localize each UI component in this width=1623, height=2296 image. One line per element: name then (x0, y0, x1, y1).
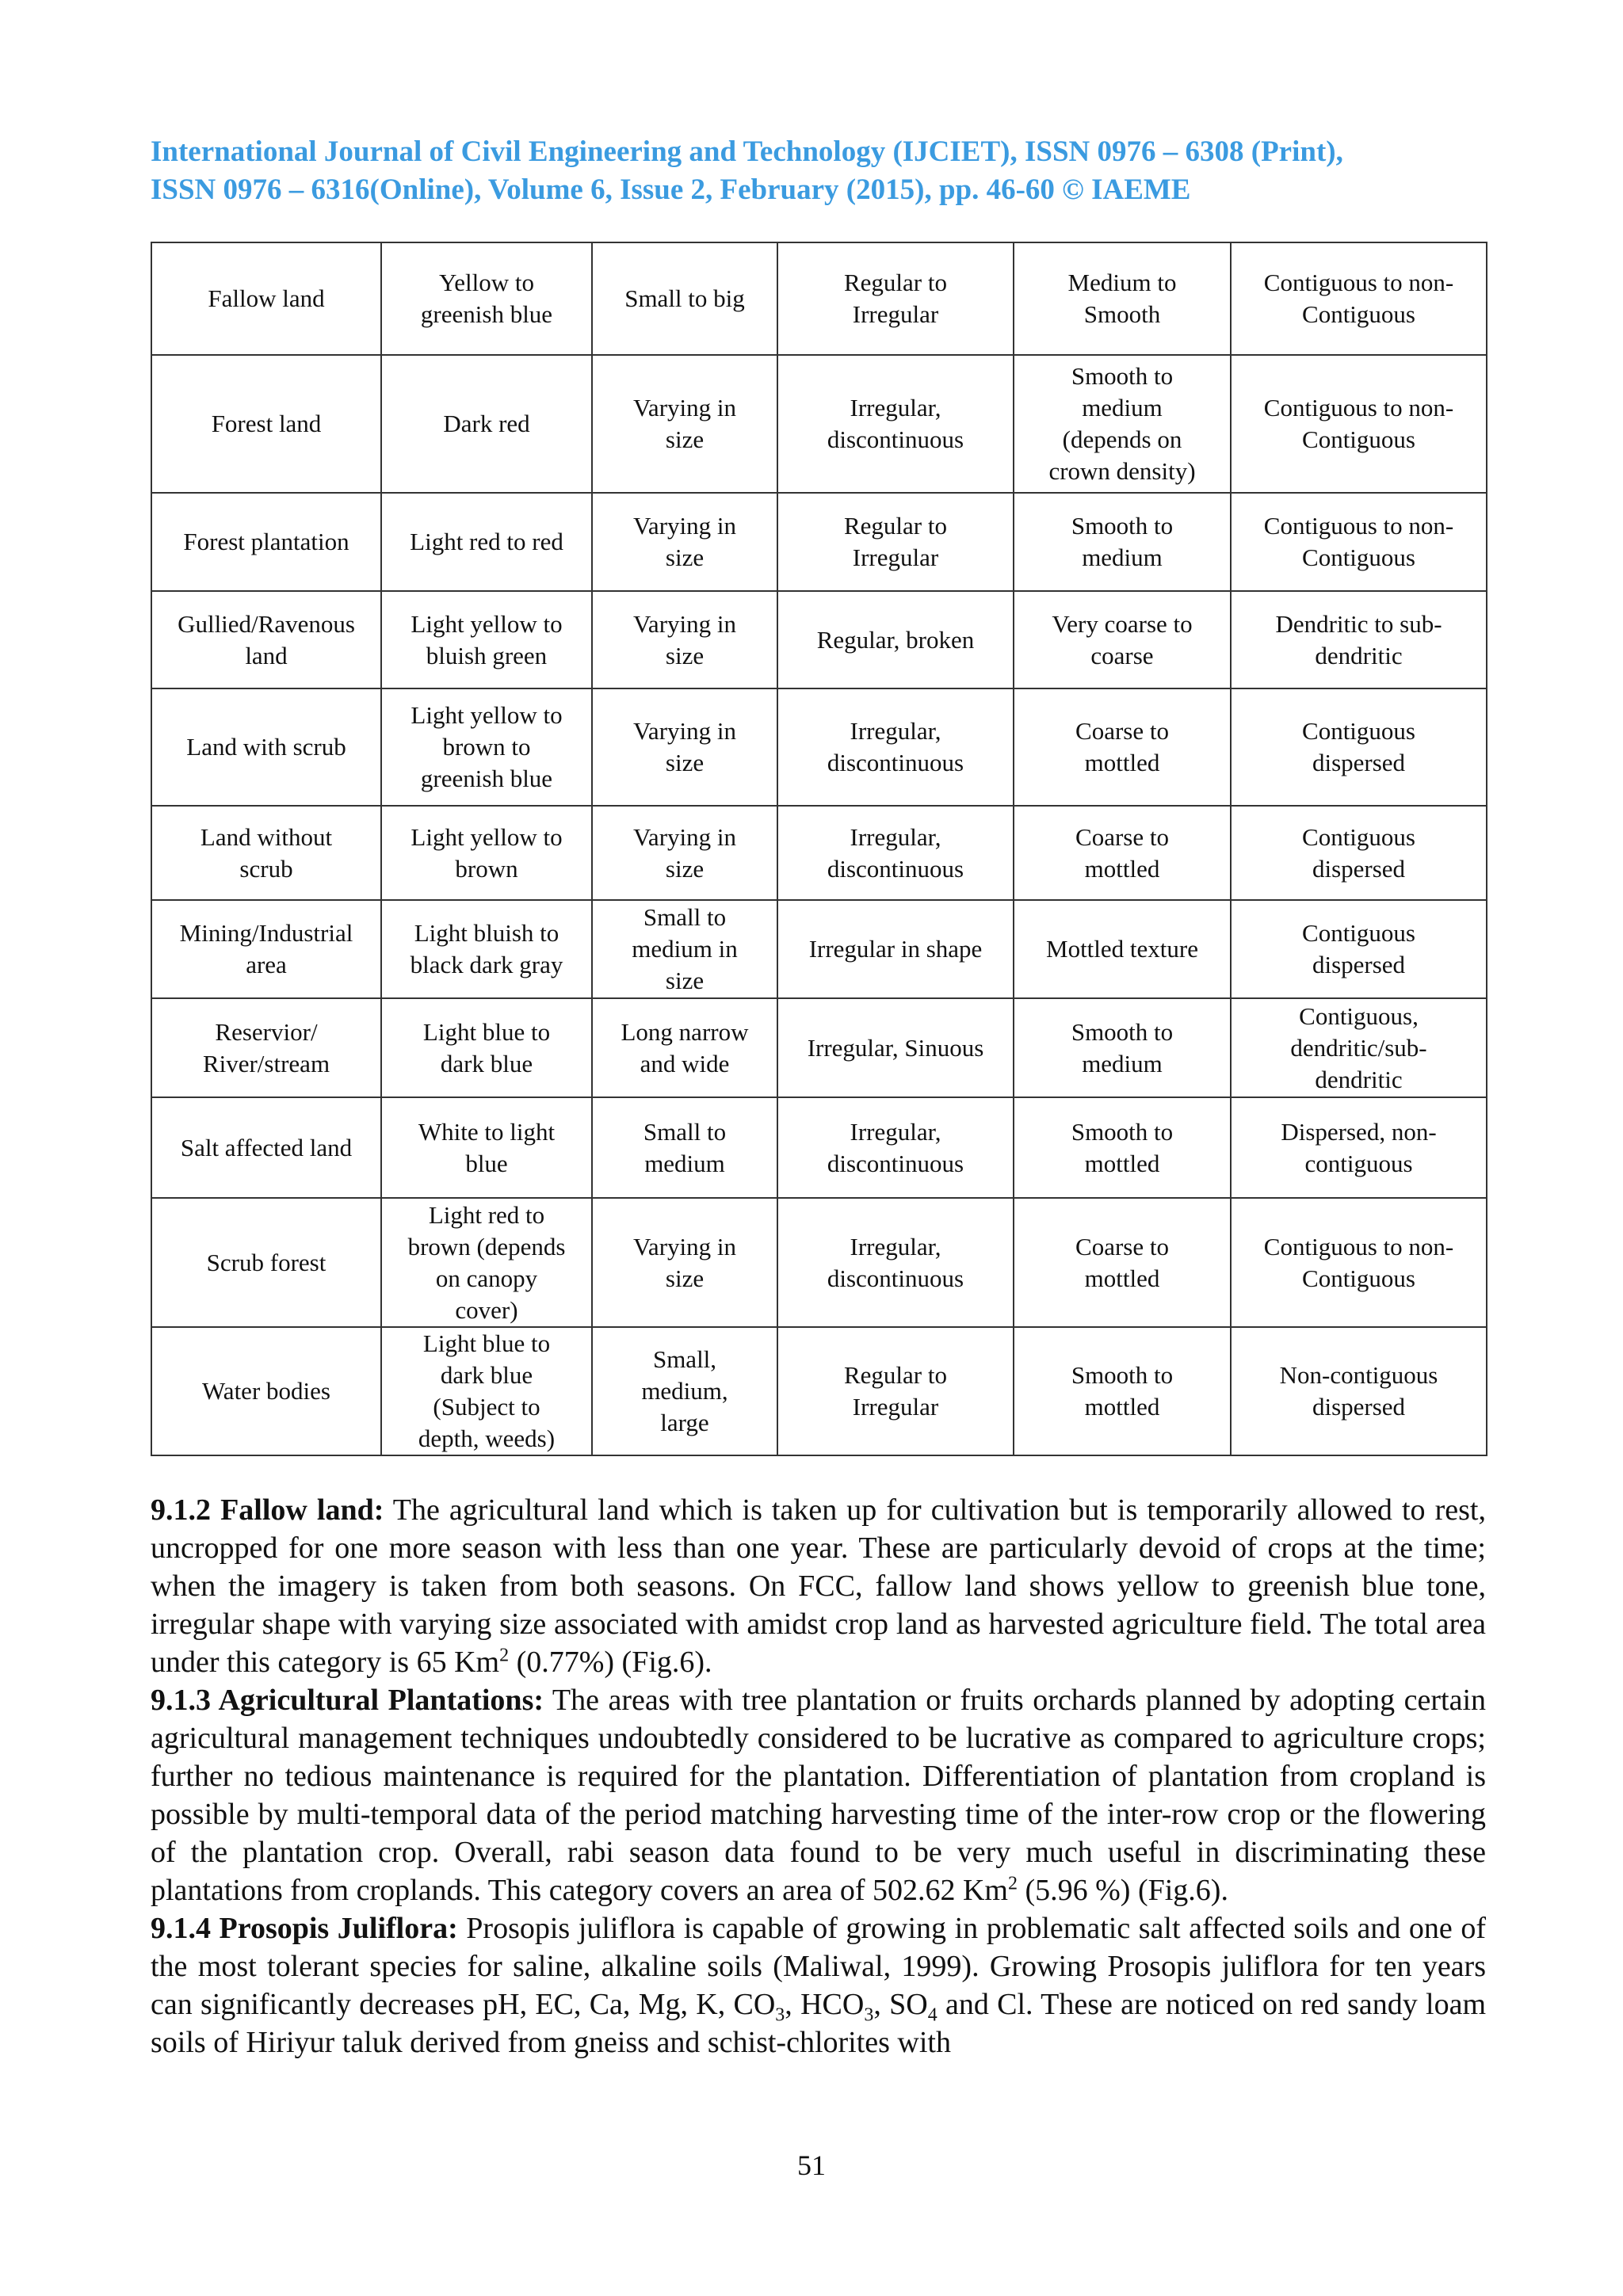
table-cell: Contiguous dispersed (1231, 688, 1487, 806)
table-cell: Contiguous, dendritic/sub- dendritic (1231, 998, 1487, 1097)
table-cell: Land without scrub (151, 806, 381, 900)
table-row (151, 1097, 1487, 1198)
table-cell: Smooth to mottled (1014, 1097, 1231, 1198)
table-cell: Small, medium, large (592, 1327, 777, 1455)
table-cell: Light red to brown (depends on canopy cover) (381, 1198, 592, 1327)
table-cell: Regular to Irregular (777, 242, 1014, 355)
table-cell: Smooth to medium (depends on crown density) (1014, 355, 1231, 493)
table-cell: Irregular, Sinuous (777, 998, 1014, 1097)
section-text-tail: (0.77%) (Fig.6). (509, 1646, 712, 1679)
table-cell: Contiguous to non- Contiguous (1231, 242, 1487, 355)
table-cell: Light yellow to bluish green (381, 591, 592, 688)
table-cell: Forest plantation (151, 493, 381, 591)
table-cell: Varying in size (592, 493, 777, 591)
subscript: 4 (927, 2004, 938, 2026)
table-cell: Contiguous to non- Contiguous (1231, 1198, 1487, 1327)
table-cell: Reservior/ River/stream (151, 998, 381, 1097)
section-text: Prosopis juliflora is capable of growing in problematic salt affected soils and one of the most tolerant species for saline, alkaline soils (Maliwal, 1999). Growing Prosopis juliflora for ten years can significantly decreases pH, EC, Ca, Mg, K, CO (151, 1912, 1486, 2021)
subscript: 3 (864, 2004, 874, 2026)
section-text-part: , SO (873, 1988, 928, 2021)
table-cell: Mining/Industrial area (151, 900, 381, 998)
table-cell: Coarse to mottled (1014, 688, 1231, 806)
table-cell: Varying in size (592, 355, 777, 493)
table-row (151, 806, 1487, 900)
table-cell: Irregular in shape (777, 900, 1014, 998)
table-cell: Medium to Smooth (1014, 242, 1231, 355)
table-cell: Contiguous dispersed (1231, 900, 1487, 998)
table-cell: Contiguous dispersed (1231, 806, 1487, 900)
table-cell: Forest land (151, 355, 381, 493)
table-cell: Irregular, discontinuous (777, 688, 1014, 806)
table-cell: Small to medium (592, 1097, 777, 1198)
table-row (151, 688, 1487, 806)
table-cell: Light blue to dark blue (Subject to depth, weeds) (381, 1327, 592, 1455)
table-cell: Smooth to mottled (1014, 1327, 1231, 1455)
section-heading: 9.1.4 Prosopis Juliflora: (151, 1912, 458, 1945)
table-cell: Yellow to greenish blue (381, 242, 592, 355)
table-cell: Irregular, discontinuous (777, 1198, 1014, 1327)
table-cell: Light blue to dark blue (381, 998, 592, 1097)
table-cell: Light red to red (381, 493, 592, 591)
land-use-characteristics-table (151, 242, 1487, 1456)
table-row (151, 1327, 1487, 1455)
table-cell: Varying in size (592, 591, 777, 688)
table-row (151, 355, 1487, 493)
journal-header (151, 133, 1486, 209)
section-text-tail: and Cl. These are noticed on red sandy loam soils of Hiriyur taluk derived from gneiss and schist-chlorites with (151, 1988, 1486, 2059)
table-cell: Long narrow and wide (592, 998, 777, 1097)
section-text: The areas with tree plantation or fruits orchards planned by adopting certain agricultural management techniques undoubtedly considered to be lucrative as compared to agriculture crops; further no tedious maintenance is required for the plantation. Differentiation of plantation from cropland is possible by multi-temporal data of the period matching harvesting time of the inter-row crop or the flowering of the plantation crop. Overall, rabi season data found to be very much useful in discriminating these plantations from croplands. This category covers an area of 502.62 Km (151, 1684, 1486, 1907)
page-number: 51 (797, 2149, 826, 2181)
table-row (151, 1198, 1487, 1327)
journal-header-line-1: International Journal of Civil Engineering and Technology (IJCIET), ISSN 0976 – 6308 (Print), (151, 135, 1343, 168)
subscript: 3 (775, 2004, 785, 2026)
table-cell: Very coarse to coarse (1014, 591, 1231, 688)
section-text: The agricultural land which is taken up for cultivation but is temporarily allowed to rest, uncropped for one more season with less than one year. These are particularly devoid of crops at the time; when the imagery is taken from both seasons. On FCC, fallow land shows yellow to greenish blue tone, irregular shape with varying size associated with amidst crop land as harvested agriculture field. The total area under this category is 65 Km (151, 1493, 1486, 1679)
table-cell: Varying in size (592, 806, 777, 900)
table-cell: Irregular, discontinuous (777, 806, 1014, 900)
table-cell: Regular to Irregular (777, 1327, 1014, 1455)
table-cell: Dendritic to sub- dendritic (1231, 591, 1487, 688)
table-cell: Water bodies (151, 1327, 381, 1455)
table-cell: Varying in size (592, 1198, 777, 1327)
table-cell: Smooth to medium (1014, 998, 1231, 1097)
table-row (151, 998, 1487, 1097)
section-9-1-4 (151, 1909, 1486, 2061)
superscript: 2 (499, 1645, 510, 1666)
table-cell: Regular to Irregular (777, 493, 1014, 591)
table-cell: Contiguous to non- Contiguous (1231, 355, 1487, 493)
table-cell: Coarse to mottled (1014, 1198, 1231, 1327)
table-cell: Small to big (592, 242, 777, 355)
journal-header-line-2: ISSN 0976 – 6316(Online), Volume 6, Issue 2, February (2015), pp. 46-60 © IAEME (151, 174, 1191, 206)
table-cell: White to light blue (381, 1097, 592, 1198)
table-cell: Light yellow to brown to greenish blue (381, 688, 592, 806)
superscript: 2 (1007, 1873, 1018, 1894)
table-row (151, 900, 1487, 998)
section-text-tail: (5.96 %) (Fig.6). (1017, 1874, 1228, 1907)
table-cell: Light bluish to black dark gray (381, 900, 592, 998)
table-cell: Fallow land (151, 242, 381, 355)
table-cell: Irregular, discontinuous (777, 1097, 1014, 1198)
table-cell: Varying in size (592, 688, 777, 806)
table-cell: Small to medium in size (592, 900, 777, 998)
section-heading: 9.1.2 Fallow land: (151, 1493, 384, 1527)
section-heading: 9.1.3 Agricultural Plantations: (151, 1684, 544, 1717)
table-cell: Contiguous to non- Contiguous (1231, 493, 1487, 591)
table-row (151, 493, 1487, 591)
table-row (151, 242, 1487, 355)
body-text (151, 1491, 1486, 2061)
table-cell: Salt affected land (151, 1097, 381, 1198)
table-row (151, 591, 1487, 688)
section-text-part: , HCO (785, 1988, 865, 2021)
table-cell: Gullied/Ravenous land (151, 591, 381, 688)
table-cell: Dark red (381, 355, 592, 493)
table-cell: Smooth to medium (1014, 493, 1231, 591)
table-cell: Regular, broken (777, 591, 1014, 688)
table-cell: Dispersed, non- contiguous (1231, 1097, 1487, 1198)
section-9-1-3 (151, 1681, 1486, 1909)
table-cell: Light yellow to brown (381, 806, 592, 900)
table-cell: Coarse to mottled (1014, 806, 1231, 900)
table-cell: Non-contiguous dispersed (1231, 1327, 1487, 1455)
table-cell: Scrub forest (151, 1198, 381, 1327)
table-cell: Irregular, discontinuous (777, 355, 1014, 493)
section-9-1-2 (151, 1491, 1486, 1681)
table-cell: Mottled texture (1014, 900, 1231, 998)
table-cell: Land with scrub (151, 688, 381, 806)
